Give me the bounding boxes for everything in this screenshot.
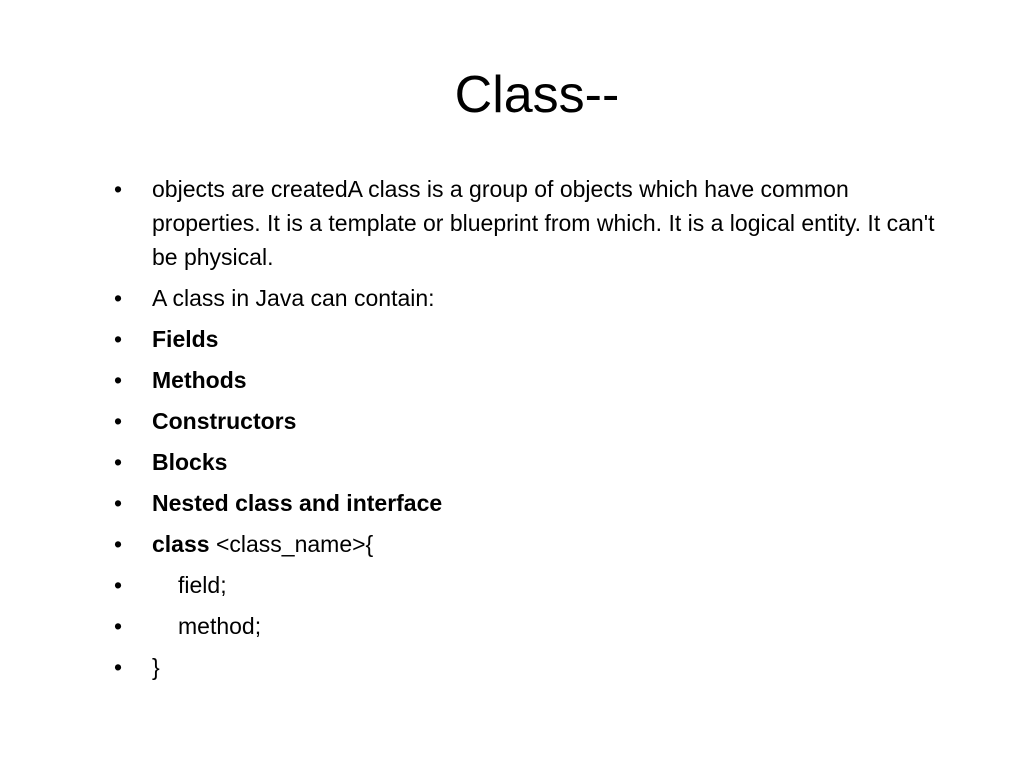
bullet-text-blocks: Blocks: [152, 449, 228, 475]
bullet-icon: •: [114, 408, 123, 434]
list-item: [114, 363, 944, 397]
bullet-icon: •: [114, 572, 123, 598]
bullet-text-method: method;: [178, 613, 262, 639]
bullet-icon: •: [114, 613, 123, 639]
bullet-icon: •: [114, 326, 123, 352]
bullet-icon: •: [114, 367, 123, 393]
bullet-text-class-decl: <class_name>{: [209, 531, 374, 557]
list-item: [114, 609, 944, 643]
list-item: [114, 527, 944, 561]
slide-title: Class--: [454, 66, 620, 124]
bullet-text-nested: Nested class and interface: [152, 490, 443, 516]
bullet-icon: •: [114, 490, 123, 516]
list-item: [114, 322, 944, 356]
bullet-text-constructors: Constructors: [152, 408, 297, 434]
list-item: [114, 172, 944, 274]
bullet-text-close-brace: }: [152, 654, 160, 680]
bullet-text-methods: Methods: [152, 367, 247, 393]
bullet-icon: •: [114, 654, 123, 680]
bullet-text-field: field;: [178, 572, 227, 598]
bullet-icon: •: [114, 176, 123, 202]
list-item: [114, 568, 944, 602]
bullet-icon: •: [114, 285, 123, 311]
bullet-text: A class in Java can contain:: [152, 285, 435, 311]
bullet-text: objects are createdA class is a group of objects which have common properties. It is a template or blueprint from which. It is a logical entity. It can't be physical.: [152, 176, 935, 270]
list-item: [114, 445, 944, 479]
list-item: [114, 404, 944, 438]
list-item: [114, 650, 944, 684]
bullet-icon: •: [114, 531, 123, 557]
bullet-list: [114, 172, 944, 691]
bullet-text-fields: Fields: [152, 326, 219, 352]
bullet-icon: •: [114, 449, 123, 475]
list-item: [114, 281, 944, 315]
class-keyword: class: [152, 531, 210, 557]
list-item: [114, 486, 944, 520]
